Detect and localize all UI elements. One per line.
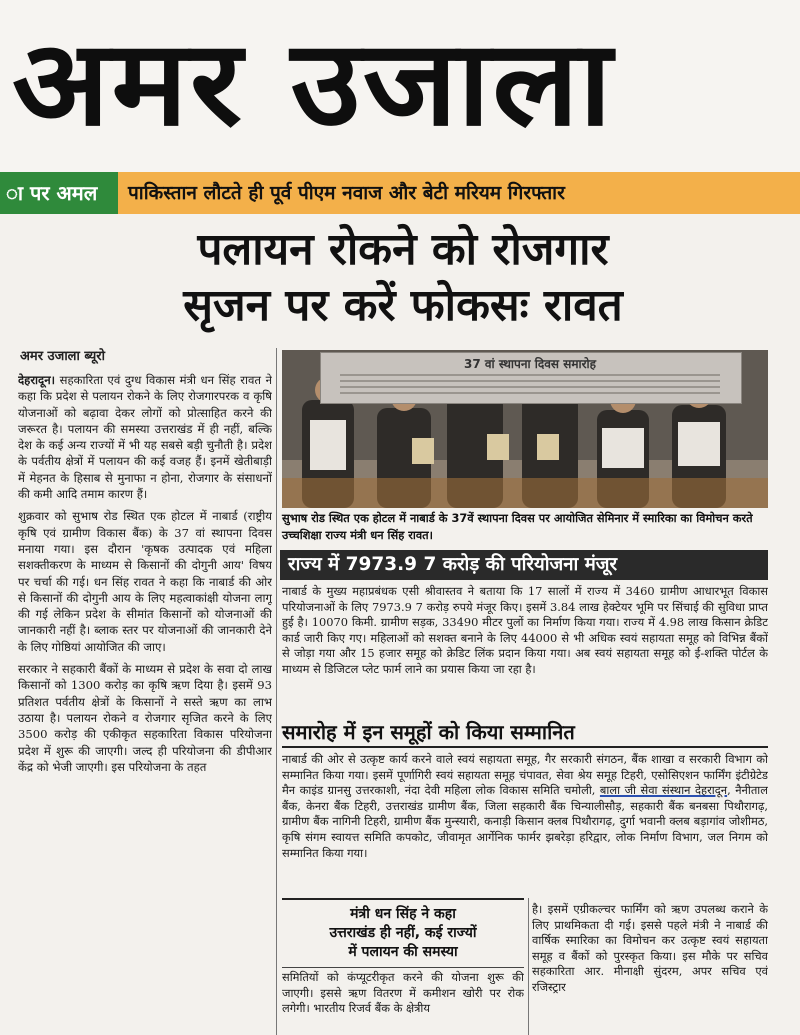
section-1-heading: राज्य में 7973.9 7 करोड़ की परियोजना मंजूर [280, 550, 768, 580]
banner-subtext-lines [340, 374, 720, 398]
paragraph-1-text: सहकारिता एवं दुग्ध विकास मंत्री धन सिंह रावत ने कहा कि प्रदेश से पलायन रोकने के लिए रोजगारपरक व कृषि योजनाओं को बढ़ावा देकर लोगों को प्रोत्साहित करने की जरूरत है। पलायन की समस्या उत्तराखंड में ही नहीं, बल्कि देश के कई अन्य राज्यों में भी यह सबसे बड़ी चुनौती है। प्रदेश के पर्वतीय क्षेत्रों में पलायन की कई वजह हैं। इनमें खेतीबाड़ी में मेहनत के हिसाब से मुनाफा न होना, रोजगार के संसाधनों की कमी आदि तमाम कारण हैं। [18, 373, 272, 502]
dateline: देहरादून। [18, 373, 56, 387]
bottom-right-text: है। इसमें एग्रीकल्चर फार्मिंग को ऋण उपलब्ध कराने के लिए प्राथमिकता दी गई। इससे पहले मंत्री ने नाबार्ड की वार्षिक स्मारिका का विमोचन कर उत्कृष्ट स्वयं सहायता समूह व बैंकों को पुरस्कृत किया। इस मौके पर सचिव सहकारिता आर. मीनाक्षी सुंदरम, अपर सचिव एवं रजिस्ट्रार [532, 902, 768, 994]
left-column-article [18, 372, 272, 1035]
pull-quote-line-1: मंत्री धन सिंह ने कहा [350, 906, 456, 922]
section-2-heading: समारोह में इन समूहों को किया सम्मानित [282, 720, 575, 744]
paragraph-3: सरकार ने सहकारी बैंकों के माध्यम से प्रदेश के सवा दो लाख किसानों को 1300 करोड़ का कृषि ऋण दिया है। इसमें 93 प्रतिशत पर्वतीय क्षेत्रों के किसानों ने सस्ते ऋण का लाभ उठाया है। पलायन रोकने व रोजगार सृजित करने के लिए 3500 करोड़ की एकीकृत सहकारिता विकास परियोजना प्रदेश में शुरू की जाएगी। जल्द ही परियोजना की डीपीआर केंद्र को भेजी जाएगी। इस परियोजना के तहत [18, 662, 272, 774]
section-2-text-a: नाबार्ड की ओर से उत्कृष्ट कार्य करने वाले स्वयं सहायता समूह, गैर सरकारी संगठन, बैंक शाखा व सरकारी विभाग को सम्मानित किया गया। इसमें पूर्णागिरी स्वयं सहायता समूह चंपावत, सेवा श्रेय समूह टिहरी, एसोसिएशन फार्मिंग इंटीग्रेटेड मैन काइंड ग्रानसु उत्तरकाशी, नंदा देवी महिला लोक विकास समिति चमोली, [282, 752, 768, 798]
pull-quote-line-2: उत्तराखंड ही नहीं, कई राज्यों [329, 925, 477, 941]
section-1-body: नाबार्ड के मुख्य महाप्रबंधक एसी श्रीवास्तव ने बताया कि 17 सालों में राज्य में 3460 ग्रामीण आधारभूत विकास परियोजनाओं के लिए 7973.9 7 करोड़ रुपये मंजूर किए। इसमें 3.84 लाख हेक्टेयर भूमि पर सिंचाई की सुविधा प्राप्त हुई है। 10070 किमी. ग्रामीण सड़क, 33490 मीटर पुलों का निर्माण किया गया। राज्य में 4.98 लाख किसान क्रेडिट कार्ड जारी किए गए। महिलाओं को सशक्त बनाने के लिए 44000 से भी अधिक स्वयं सहायता समूह को विभिन्न बैंकों से जोड़ा गया और 15 हजार समूह को क्रेडिट लिंक प्रदान किया गया। अब स्वयं सहायता समूह को ई-शक्ति पोर्टल के माध्यम से डिजिटल प्लेट फार्म लाने का प्रयास किया जा रहा है। [282, 584, 768, 676]
highlighted-name: बाला जी सेवा संस्थान देहरादून [599, 783, 728, 798]
headline-line-1: पलायन रोकने को रोजगार [197, 224, 609, 275]
section-2-body [282, 752, 768, 896]
paragraph-2: शुक्रवार को सुभाष रोड स्थित एक होटल में नाबार्ड (राष्ट्रीय कृषि एवं ग्रामीण विकास बैंक) के 37 वां स्थापना दिवस मनाया गया। इस दौरान 'कृषक उत्पादक एवं महिला सशक्तीकरण के माध्यम से किसानों की दोगुनी आय' विषय पर चर्चा की गई। धन सिंह रावत ने कहा कि नाबार्ड की ओर से किसानों की दोगुनी आय के लिए महत्वाकांक्षी योजना लागू की गई लेकिन प्रदेश के सीमांत किसानों को योजनाओं की जानकारी नहीं है। ब्लाक स्तर पर योजनाओं की जानकारी देने के लिए गोष्ठियां आयोजित की जाए। [18, 509, 272, 654]
ticker-left-label: ा पर अमल [0, 172, 118, 214]
photo-caption: सुभाष रोड स्थित एक होटल में नाबार्ड के 37वें स्थापना दिवस पर आयोजित सेमिनार में स्मारिका का विमोचन करते उच्चशिक्षा राज्य मंत्री धन सिंह रावत। [282, 511, 753, 542]
pull-quote-line-3: में पलायन की समस्या [348, 944, 458, 960]
banner-title: 37 वां स्थापना दिवस समारोह [463, 357, 597, 371]
headline-line-2: सृजन पर करें फोकसः रावत [183, 280, 623, 331]
newspaper-logo: अमर उजाला [12, 14, 615, 152]
paragraph-1 [18, 372, 272, 502]
ticker-headline: पाकिस्तान लौटते ही पूर्व पीएम नवाज और बेटी मरियम गिरफ्तार [118, 172, 800, 214]
main-headline [18, 222, 788, 340]
byline: अमर उजाला ब्यूरो [20, 349, 105, 364]
section-2-rule [282, 746, 768, 748]
pull-quote-box [282, 898, 524, 968]
bottom-left-text: समितियों को कंप्यूटरीकृत करने की योजना शुरू की जाएगी। इससे ऋण वितरण में कमीशन खोरी पर रोक लगेगी। भारतीय रिजर्व बैंक के क्षेत्रीय [282, 970, 524, 1016]
column-divider [276, 348, 277, 1035]
section-2-text-b: , नैनीताल बैंक, केनरा बैंक टिहरी, उत्तराखंड ग्रामीण बैंक, जिला सहकारी बैंक चिन्यालीसौड़, सहकारी बैंक बनबसा पिथौरागढ़, ग्रामीण बैंक नागिनी टिहरी, ग्रामीण बैंक मुन्स्यारी, कनाड़ी किसान क्लब पिथौरागढ़, दुर्गा भवानी क्लब बड़ागांव जोशीमठ, कृषि संगम स्वायत्त समिति कपकोट, जीवामृत आर्गेनिक फार्मर झबरेड़ा हरिद्वार, लोक निर्माण विभाग, जल निगम को सम्मानित किया गया। [282, 783, 768, 860]
bottom-column-divider [528, 898, 529, 1035]
